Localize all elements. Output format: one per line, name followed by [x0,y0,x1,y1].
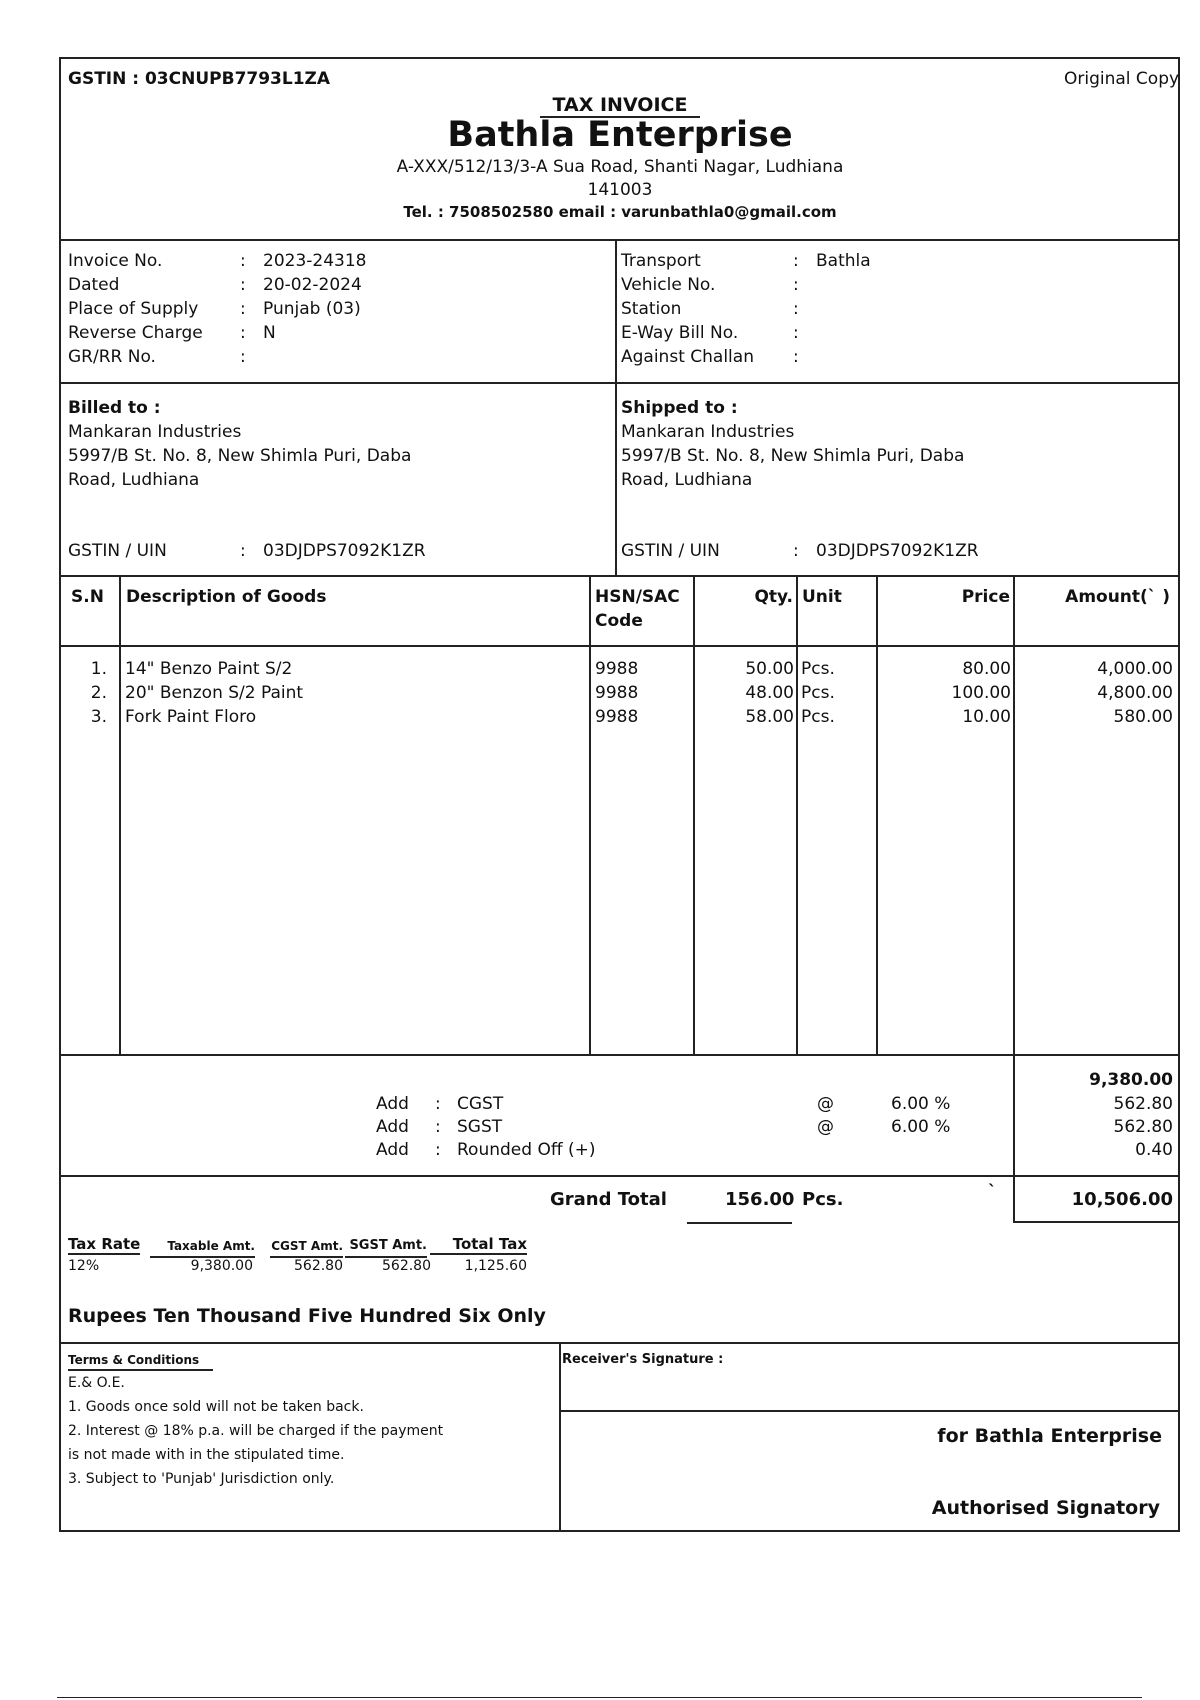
divider-info [59,382,1180,384]
col-header-hsn-code: Code [595,611,643,631]
col-header-qty: Qty. [754,587,793,607]
divider-header [59,239,1180,241]
item-description: 20" Benzon S/2 Paint [125,683,304,703]
tax-summary-header-sgst: SGST Amt. [345,1236,427,1258]
authorised-signatory-label: Authorised Signatory [931,1497,1160,1519]
grand-total-label: Grand Total [550,1189,667,1210]
billed-to-heading: Billed to : [68,398,161,418]
for-company-label: for Bathla Enterprise [937,1425,1162,1447]
tax-line-name: Rounded Off (+) [457,1140,596,1160]
invoice-field-value: 20-02-2024 [263,275,362,295]
col-line-hsn [693,575,695,1055]
tax-summary-rate: 12% [68,1258,100,1274]
tax-summary-cgst: 562.80 [294,1258,343,1274]
item-amount: 580.00 [1113,707,1173,727]
divider-table-body [59,1054,1180,1056]
amount-in-words: Rupees Ten Thousand Five Hundred Six Only [68,1305,546,1327]
item-amount: 4,000.00 [1097,659,1173,679]
shipped-address-1: 5997/B St. No. 8, New Shimla Puri, Daba [621,446,965,466]
transport-field-colon: : [793,251,799,271]
tax-line-rate: 6.00 % [891,1094,951,1114]
tax-line-add: Add [376,1094,409,1114]
tax-summary-total: 1,125.60 [464,1258,527,1274]
invoice-field-label: Invoice No. [68,251,163,271]
col-line-desc [589,575,591,1055]
billed-address-1: 5997/B St. No. 8, New Shimla Puri, Daba [68,446,412,466]
col-header-amount: Amount(` ) [1065,587,1170,607]
terms-line: is not made with in the stipulated time. [68,1447,345,1463]
subtotal-amount: 9,380.00 [1089,1070,1173,1090]
seller-gstin: GSTIN : 03CNUPB7793L1ZA [68,69,331,89]
tax-line-add: Add [376,1140,409,1160]
item-price: 80.00 [962,659,1011,679]
receiver-signature-label: Receiver's Signature : [562,1352,724,1367]
item-qty: 50.00 [745,659,794,679]
invoice-field-colon: : [240,299,246,319]
company-contact: Tel. : 7508502580 email : varunbathla0@gmail.com [403,203,837,221]
tax-summary-sgst: 562.80 [382,1258,431,1274]
col-line-price [1013,575,1015,1223]
copy-label: Original Copy [1064,69,1180,89]
shipped-gstin-label: GSTIN / UIN [621,541,720,561]
grand-total-qty: 156.00 [725,1189,795,1210]
terms-heading: Terms & Conditions [68,1351,213,1371]
transport-field-label: Against Challan [621,347,754,367]
tax-line-amount: 562.80 [1113,1117,1173,1137]
invoice-field-value: 2023-24318 [263,251,367,271]
item-description: Fork Paint Floro [125,707,257,727]
tax-line-amount: 0.40 [1135,1140,1173,1160]
item-hsn: 9988 [595,659,639,679]
item-unit: Pcs. [801,683,835,703]
shipped-gstin: 03DJDPS7092K1ZR [816,541,979,561]
company-name: Bathla Enterprise [447,115,793,155]
terms-line: E.& O.E. [68,1375,125,1391]
tax-line-name: SGST [457,1117,503,1137]
item-hsn: 9988 [595,683,639,703]
item-price: 10.00 [962,707,1011,727]
invoice-field-value: Punjab (03) [263,299,361,319]
terms-line: 1. Goods once sold will not be taken back. [68,1399,364,1415]
shipped-gstin-colon: : [793,541,799,561]
company-address: A-XXX/512/13/3-A Sua Road, Shanti Nagar, Ludhiana [396,157,844,177]
transport-field-label: Vehicle No. [621,275,716,295]
invoice-field-colon: : [240,323,246,343]
tax-line-name: CGST [457,1094,504,1114]
transport-field-value: Bathla [816,251,871,271]
transport-field-colon: : [793,347,799,367]
item-sn: 3. [90,707,107,727]
transport-field-label: E-Way Bill No. [621,323,739,343]
billed-address-2: Road, Ludhiana [68,470,200,490]
divider-terms-vertical [559,1342,561,1532]
transport-field-colon: : [793,323,799,343]
tax-line-at: @ [817,1094,834,1114]
divider-totals [59,1175,1180,1177]
tax-summary-header-cgst: CGST Amt. [270,1236,343,1258]
billed-gstin-colon: : [240,541,246,561]
tax-line-rate: 6.00 % [891,1117,951,1137]
col-header-unit: Unit [802,587,842,607]
transport-field-label: Station [621,299,682,319]
tax-summary-taxable: 9,380.00 [190,1258,253,1274]
divider-info-vertical [615,239,617,576]
item-unit: Pcs. [801,659,835,679]
invoice-field-label: Reverse Charge [68,323,203,343]
item-unit: Pcs. [801,707,835,727]
rupee-symbol: ` [988,1182,997,1202]
invoice-field-label: Place of Supply [68,299,199,319]
col-line-unit [876,575,878,1055]
tax-line-add: Add [376,1117,409,1137]
shipped-name: Mankaran Industries [621,422,795,442]
tax-summary-header-rate: Tax Rate [68,1235,141,1253]
col-header-hsn: HSN/SAC [595,587,680,607]
terms-line: 2. Interest @ 18% p.a. will be charged if the payment [68,1423,444,1439]
item-description: 14" Benzo Paint S/2 [125,659,293,679]
item-qty: 58.00 [745,707,794,727]
transport-field-colon: : [793,275,799,295]
billed-name: Mankaran Industries [68,422,242,442]
item-sn: 1. [90,659,107,679]
grand-qty-underline [687,1222,792,1224]
terms-line: 3. Subject to 'Punjab' Jurisdiction only. [68,1471,335,1487]
item-qty: 48.00 [745,683,794,703]
shipped-to-heading: Shipped to : [621,398,738,418]
grand-total-amount: 10,506.00 [1071,1189,1173,1210]
grand-total-unit: Pcs. [802,1189,844,1210]
tax-summary-header-total: Total Tax [430,1235,527,1255]
tax-line-amount: 562.80 [1113,1094,1173,1114]
tax-line-colon: : [435,1140,441,1160]
tax-summary-header-taxable: Taxable Amt. [150,1236,255,1258]
invoice-field-value: N [263,323,276,343]
item-hsn: 9988 [595,707,639,727]
shipped-address-2: Road, Ludhiana [621,470,753,490]
divider-table-header [59,645,1180,647]
invoice-field-colon: : [240,275,246,295]
col-line-qty [796,575,798,1055]
item-sn: 2. [90,683,107,703]
col-header-desc: Description of Goods [126,587,327,607]
col-header-price: Price [961,587,1010,607]
company-pincode: 141003 [587,180,653,200]
item-amount: 4,800.00 [1097,683,1173,703]
divider-parties [59,575,1180,577]
item-price: 100.00 [951,683,1011,703]
invoice-field-label: Dated [68,275,120,295]
invoice-field-colon: : [240,347,246,367]
col-line-sn [119,575,121,1055]
transport-field-colon: : [793,299,799,319]
divider-signature [559,1410,1180,1412]
divider-words [59,1342,1180,1344]
tax-line-colon: : [435,1117,441,1137]
tax-line-colon: : [435,1094,441,1114]
invoice-field-colon: : [240,251,246,271]
transport-field-label: Transport [621,251,701,271]
col-header-sn: S.N [71,587,104,607]
bottom-rule [57,1697,1142,1698]
tax-line-at: @ [817,1117,834,1137]
document-title: TAX INVOICE [540,94,700,118]
invoice-field-label: GR/RR No. [68,347,156,367]
billed-gstin: 03DJDPS7092K1ZR [263,541,426,561]
billed-gstin-label: GSTIN / UIN [68,541,167,561]
grand-amount-underline [1013,1221,1180,1223]
